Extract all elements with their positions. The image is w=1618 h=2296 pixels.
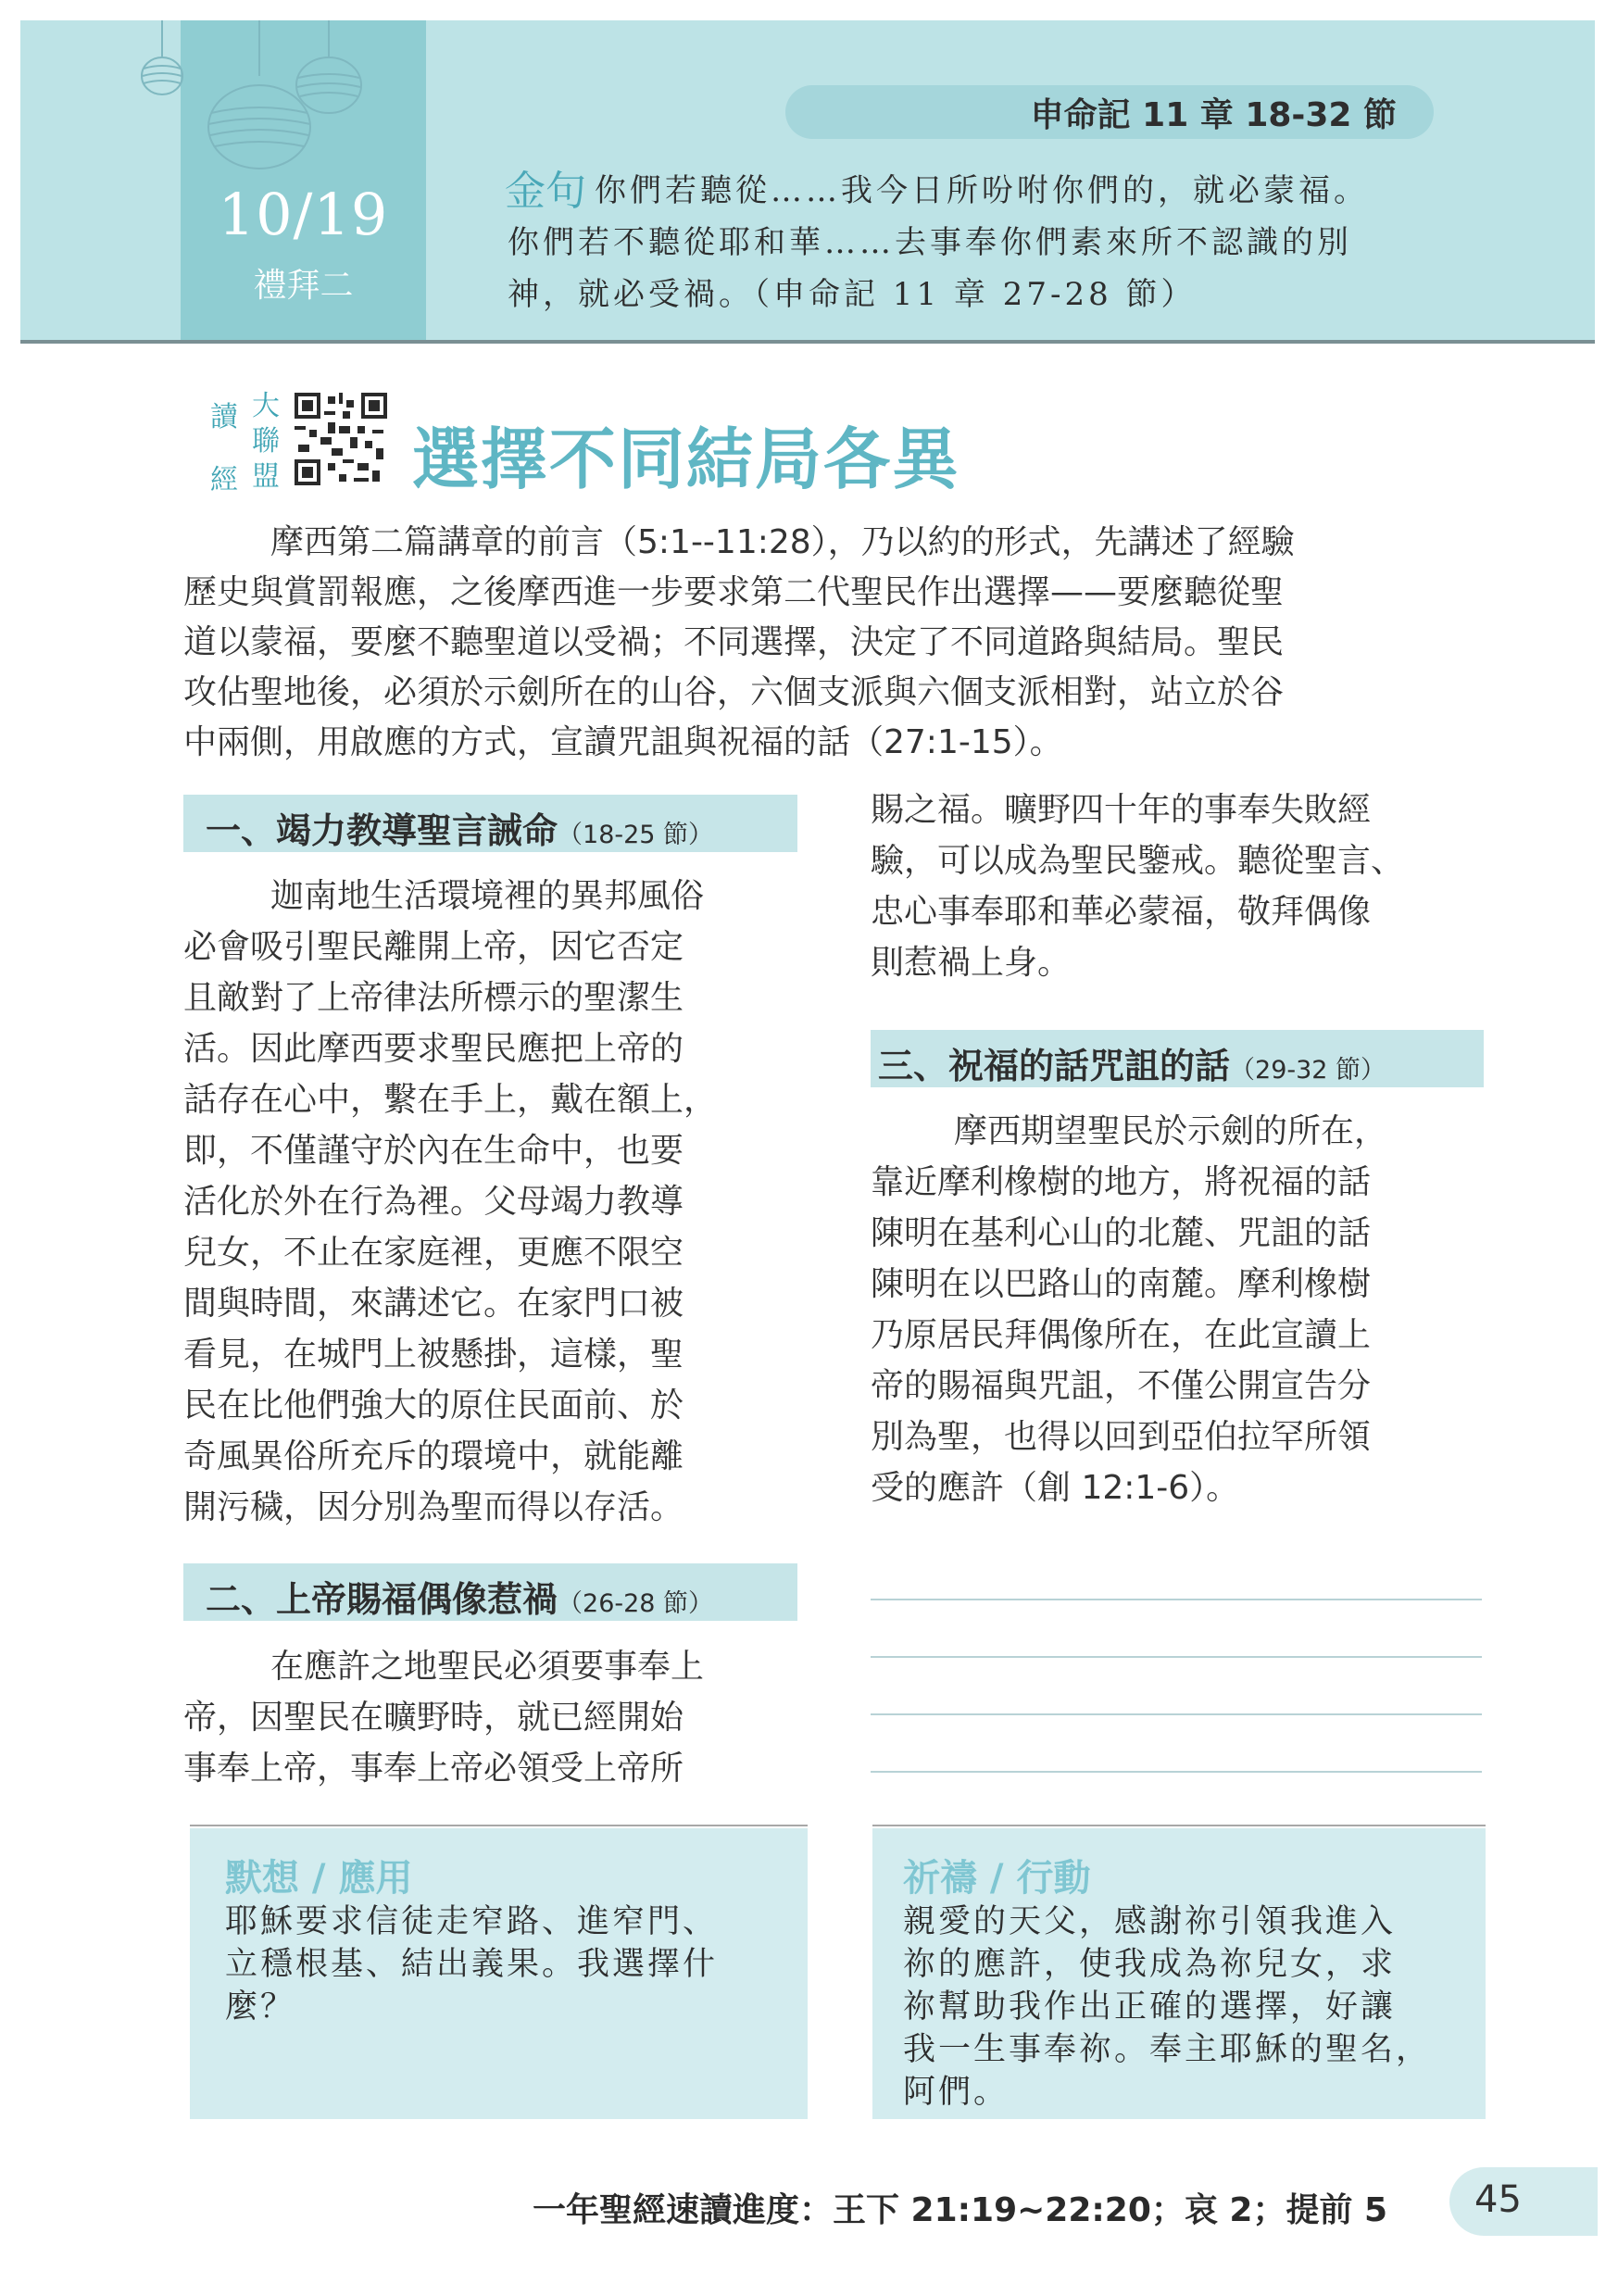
weekday-label: 禮拜二 bbox=[253, 267, 354, 305]
prayer-top-rule bbox=[872, 1825, 1486, 1826]
golden-verse-line: 神，就必受禍。（申命記 11 章 27-28 節） bbox=[508, 276, 1197, 313]
passage-reference: 申命記 11 章 18-32 節 bbox=[1030, 96, 1397, 134]
section-1-line: 兒女，不止在家庭裡，更應不限空 bbox=[183, 1234, 684, 1272]
section-3-line: 受的應許（創 12:1-6）。 bbox=[871, 1469, 1240, 1507]
section-1-line: 話存在心中，繫在手上，戴在額上， bbox=[183, 1081, 718, 1119]
lantern-decoration-icon bbox=[130, 20, 370, 196]
section-1-line: 開污穢，因分別為聖而得以存活。 bbox=[183, 1488, 684, 1526]
prayer-heading: 祈禱 / 行動 bbox=[903, 1857, 1091, 1900]
section-3-line: 靠近摩利橡樹的地方，將祝福的話 bbox=[871, 1163, 1372, 1201]
qr-label-right: 大 聯 盟 bbox=[252, 390, 280, 493]
golden-verse-line: 你們若不聽從耶和華……去事奉你們素來所不認識的別 bbox=[508, 224, 1352, 261]
section-1-line: 即，不僅謹守於內在生命中，也要 bbox=[183, 1132, 684, 1170]
section-3-line: 陳明在基利心山的北麓、咒詛的話 bbox=[871, 1214, 1372, 1252]
prayer-line: 祢的應許，使我成為祢兒女，求 bbox=[903, 1946, 1397, 1983]
meditation-line: 立穩根基、結出義果。我選擇什 bbox=[225, 1946, 719, 1983]
section-1-line: 且敵對了上帝律法所標示的聖潔生 bbox=[183, 979, 684, 1017]
page-number: 45 bbox=[1474, 2178, 1522, 2221]
prayer-line: 阿們。 bbox=[903, 2074, 1010, 2111]
section-1-line: 必會吸引聖民離開上帝，因它否定 bbox=[183, 928, 684, 966]
section-1-line: 奇風異俗所充斥的環境中，就能離 bbox=[183, 1437, 684, 1475]
reading-progress: 一年聖經速讀進度：王下 21:19~22:20；哀 2；提前 5 bbox=[533, 2191, 1388, 2229]
meditation-heading: 默想 / 應用 bbox=[225, 1857, 413, 1900]
prayer-line: 親愛的天父，感謝祢引領我進入 bbox=[903, 1903, 1397, 1940]
meditation-line: 麼？ bbox=[225, 1989, 296, 2026]
meditation-line: 耶穌要求信徒走窄路、進窄門、 bbox=[225, 1903, 719, 1940]
prayer-line: 我一生事奉祢。奉主耶穌的聖名， bbox=[903, 2031, 1432, 2068]
intro-line: 道以蒙福，要麼不聽聖道以受禍；不同選擇，決定了不同道路與結局。聖民 bbox=[183, 623, 1285, 661]
page-title: 選擇不同結局各異 bbox=[412, 420, 961, 498]
qr-code-icon[interactable] bbox=[295, 393, 387, 485]
section-1-line: 間與時間，來講述它。在家門口被 bbox=[183, 1285, 684, 1323]
section-1-line: 看見，在城門上被懸掛，這樣，聖 bbox=[183, 1336, 684, 1374]
section-3-line: 帝的賜福與咒詛，不僅公開宣告分 bbox=[871, 1367, 1372, 1405]
section-2-line: 帝，因聖民在曠野時，就已經開始 bbox=[183, 1699, 684, 1737]
intro-line: 攻佔聖地後，必須於示劍所在的山谷，六個支派與六個支派相對，站立於谷 bbox=[183, 673, 1285, 711]
intro-line: 歷史與賞罰報應，之後摩西進一步要求第二代聖民作出選擇——要麼聽從聖 bbox=[183, 573, 1285, 611]
section-3-title: 三、祝福的話咒詛的話（29-32 節） bbox=[878, 1046, 1386, 1086]
page-number-tab bbox=[1449, 2167, 1598, 2236]
golden-verse-line: 你們若聽從……我今日所吩咐你們的，就必蒙福。 bbox=[595, 172, 1369, 209]
section-2-continued-line: 則惹禍上身。 bbox=[871, 944, 1072, 982]
section-1-title: 一、竭力教導聖言誡命（18-25 節） bbox=[206, 810, 714, 851]
section-1-line: 活。因此摩西要求聖民應把上帝的 bbox=[183, 1030, 684, 1068]
section-1-line: 民在比他們強大的原住民面前、於 bbox=[183, 1386, 684, 1424]
section-3-line: 別為聖，也得以回到亞伯拉罕所領 bbox=[871, 1418, 1372, 1456]
meditation-top-rule bbox=[190, 1825, 808, 1826]
section-2-line: 在應許之地聖民必須要事奉上 bbox=[270, 1648, 705, 1686]
section-3-line: 陳明在以巴路山的南麓。摩利橡樹 bbox=[871, 1265, 1372, 1303]
prayer-line: 祢幫助我作出正確的選擇，好讓 bbox=[903, 1989, 1397, 2026]
section-2-continued-line: 忠心事奉耶和華必蒙福，敬拜偶像 bbox=[871, 893, 1372, 931]
header-divider bbox=[20, 340, 1595, 344]
section-2-continued-line: 驗，可以成為聖民鑒戒。聽從聖言、 bbox=[871, 842, 1405, 880]
date-number: 10/19 bbox=[218, 181, 389, 248]
golden-verse-label: 金句 bbox=[505, 168, 586, 215]
note-line[interactable] bbox=[871, 1599, 1482, 1600]
section-1-line: 活化於外在行為裡。父母竭力教導 bbox=[183, 1183, 684, 1221]
note-line[interactable] bbox=[871, 1656, 1482, 1658]
section-3-line: 摩西期望聖民於示劍的所在， bbox=[954, 1112, 1388, 1150]
intro-line: 摩西第二篇講章的前言（5:1--11:28），乃以約的形式，先講述了經驗 bbox=[270, 523, 1295, 561]
section-2-line: 事奉上帝，事奉上帝必領受上帝所 bbox=[183, 1750, 684, 1788]
section-1-line: 迦南地生活環境裡的異邦風俗 bbox=[270, 877, 705, 915]
section-3-line: 乃原居民拜偶像所在，在此宣讀上 bbox=[871, 1316, 1372, 1354]
note-line[interactable] bbox=[871, 1713, 1482, 1715]
qr-label-left: 讀 經 bbox=[210, 401, 238, 496]
section-2-title: 二、上帝賜福偶像惹禍（26-28 節） bbox=[206, 1579, 714, 1620]
section-2-continued-line: 賜之福。曠野四十年的事奉失敗經 bbox=[871, 791, 1372, 829]
note-line[interactable] bbox=[871, 1771, 1482, 1773]
intro-line: 中兩側，用啟應的方式，宣讀咒詛與祝福的話（27:1-15）。 bbox=[183, 723, 1063, 761]
